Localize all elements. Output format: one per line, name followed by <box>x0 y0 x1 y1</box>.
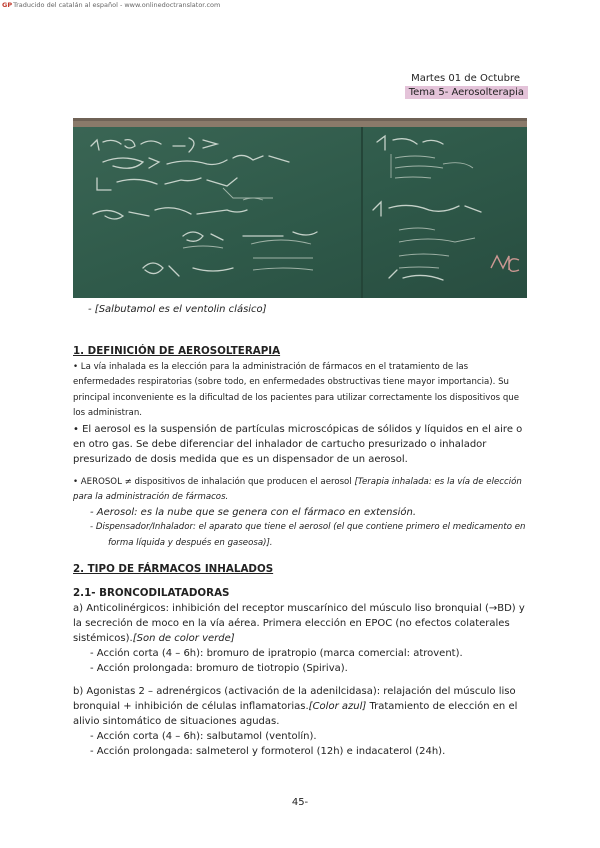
section1-heading: 1. DEFINICIÓN DE AEROSOLTERAPIA <box>73 345 281 357</box>
translator-banner <box>0 0 600 10</box>
header-date: Martes 01 de Octubre <box>411 73 520 84</box>
beta2-text: b) Agonistas 2 – adrenérgicos (activación de la adenilcidasa): relajación del músculo liso bronquial + inhibición de células inflamatorias. <box>73 686 516 713</box>
beta2-text-2: Tratamiento de elección en el alivio sintomático de situaciones agudas. <box>73 701 518 728</box>
beta2-short: - Acción corta (4 – 6h): salbutamol (ventolín). <box>90 731 317 743</box>
translator-banner-text: Traducido del catalán al español - www.onlinedoctranslator.com <box>13 1 221 9</box>
section2-subheading: 2.1- BRONCODILATADORAS <box>73 587 230 600</box>
beta2-long: - Acción prolongada: salmeterol y formoterol (12h) e indacaterol (24h). <box>90 746 446 758</box>
anticholinergics-note: [Son de color verde] <box>132 633 235 645</box>
beta2-paragraph <box>73 684 529 729</box>
section2-heading: 2. TIPO DE FÁRMACOS INHALADOS <box>73 563 274 576</box>
anticholinergics-text: a) Anticolinérgicos: inhibición del receptor muscarínico del músculo liso bronquial (→BD) y la secreción de moco en la vía aérea. Primera elección en EPOC (no efectos colaterales sistémicos). <box>73 603 525 645</box>
section1-p3-text: • AEROSOL ≠ dispositivos de inhalación que producen el aerosol <box>73 476 355 487</box>
translator-logo: GP <box>2 1 13 9</box>
anticholinergics-paragraph <box>73 601 529 646</box>
beta2-note: [Color azul] <box>308 701 367 713</box>
header-topic: Tema 5- Aerosolterapia <box>405 86 528 99</box>
section1-aerosol-line: - Aerosol: es la nube que se genera con el fármaco en extensión. <box>90 507 417 519</box>
chalkboard-photo <box>73 118 527 298</box>
anticholinergics-long: - Acción prolongada: bromuro de tiotropio (Spiriva). <box>90 663 348 675</box>
section1-dispenser-line: - Dispensador/Inhalador: el aparato que tiene el aerosol (el que contiene primero el medicamento en <box>90 522 526 533</box>
section1-paragraph-2: • El aerosol es la suspensión de partículas microscópicas de sólidos y líquidos en el aire o en otro gas. Se debe diferenciar del inhalador de cartucho presurizado o inhalador presurizado de dosis medida que es un dispensador de un aerosol. <box>73 423 523 465</box>
anticholinergics-short: - Acción corta (4 – 6h): bromuro de ipratropio (marca comercial: atrovent). <box>90 648 463 660</box>
section1-paragraph-3 <box>73 475 529 506</box>
section1-dispenser-line-2: forma líquida y después en gaseosa)]. <box>108 537 273 548</box>
document-body <box>73 344 529 759</box>
section1-paragraph-1: • La vía inhalada es la elección para la administración de fármacos en el tratamiento de las enfermedades respiratorias (sobre todo, en enfermedades obstructivas tiene mayor importancia). Su principal inconveniente es la dificultad de los pacientes para utilizar correctamente los dispositivos que los administran. <box>73 362 520 419</box>
section1-p3-note: [Terapia inhalada: es la vía de elección para la administración de fármacos. <box>73 476 522 503</box>
photo-caption: - [Salbutamol es el ventolin clásico] <box>88 304 267 315</box>
page-number: 45- <box>291 797 309 808</box>
